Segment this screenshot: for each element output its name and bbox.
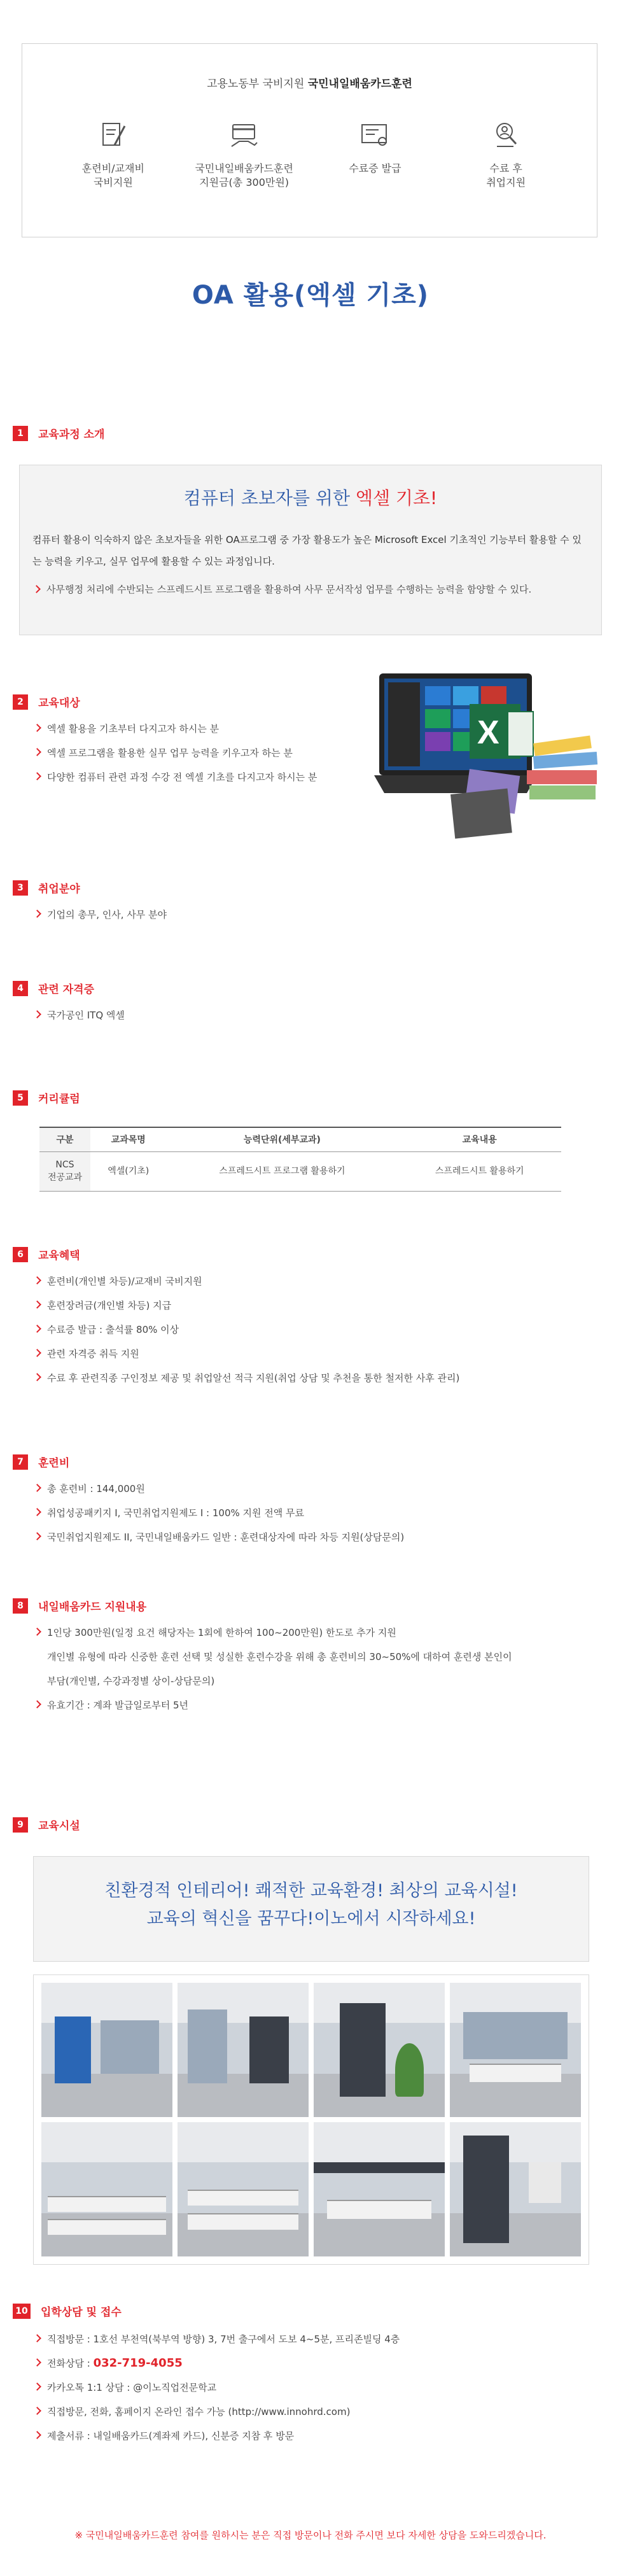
facility-box	[33, 1856, 589, 1962]
section-header-fees	[13, 1454, 69, 1470]
section-label: 취업분야	[38, 883, 80, 896]
section-label: 교육시설	[38, 1820, 80, 1833]
list-item: 다양한 컴퓨터 관련 과정 수강 전 엑셀 기초를 다지고자 하시는 분	[33, 765, 317, 789]
section-header-certs	[13, 980, 94, 996]
support-box	[22, 43, 597, 237]
support-item-certificate: 수료증 발급	[317, 117, 432, 190]
section-header-jobs	[13, 880, 80, 896]
fees-list	[33, 1477, 404, 1549]
page-title: OA 활용(엑셀 기초)	[192, 281, 429, 310]
section-number: 3	[13, 880, 28, 896]
section-label: 교육대상	[38, 697, 80, 710]
list-item: 국민취업지원제도 II, 국민내일배움카드 일반 : 훈련대상자에 따라 차등 지원(상담문의)	[33, 1525, 404, 1549]
section-label: 내일배움카드 지원내용	[38, 1601, 147, 1614]
facility-photo	[314, 2122, 445, 2256]
intro-box	[19, 465, 602, 635]
section-label: 훈련비	[38, 1457, 70, 1470]
table-cell: 엑셀(기초)	[90, 1151, 166, 1191]
list-item: 1인당 300만원(일정 요건 해당자는 1회에 한하여 100~200만원) 한도로 추가 지원 개인별 유형에 따라 신중한 훈련 선택 및 성실한 훈련수강을 위해 총 훈련비의 30~50%에 대하여 훈련생 본인이 부담(개인별, 수강과정별 상이-상담문의)	[33, 1621, 593, 1693]
section-number: 1	[13, 426, 28, 441]
facility-photo	[314, 1983, 445, 2117]
section-label: 교육과정 소개	[38, 428, 105, 441]
section-number: 2	[13, 694, 28, 710]
section-number: 9	[13, 1817, 28, 1833]
facility-photo	[178, 1983, 309, 2117]
certificate-icon	[357, 117, 393, 153]
target-list	[33, 717, 317, 789]
list-item: 수료 후 관련직종 구인정보 제공 및 취업알선 적극 지원(취업 상담 및 추천을 통한 철저한 사후 관리)	[33, 1366, 459, 1390]
table-cell: 스프레드시트 활용하기	[398, 1151, 561, 1191]
section-label: 커리큘럼	[38, 1093, 80, 1106]
section-number: 4	[13, 981, 28, 996]
facility-photo	[178, 2122, 309, 2256]
list-item: 직접방문, 전화, 홈페이지 온라인 접수 가능 (http://www.innohrd.com)	[33, 2400, 400, 2424]
section-label: 교육혜택	[38, 1249, 80, 1262]
facility-gallery	[33, 1974, 589, 2265]
curriculum-table	[39, 1127, 561, 1192]
list-item: 엑셀 프로그램을 활용한 실무 업무 능력을 키우고자 하는 분	[33, 741, 317, 765]
section-number: 7	[13, 1454, 28, 1470]
facility-photo	[450, 1983, 581, 2117]
intro-note: 사무행정 처리에 수반되는 스프레드시트 프로그램을 활용하여 사무 문서작성 업무를 수행하는 능력을 함양할 수 있다.	[32, 579, 576, 600]
final-note: ※ 국민내일배움카드훈련 참여를 원하시는 분은 직접 방문이나 전화 주시면 보다 자세한 상담을 도와드리겠습니다.	[74, 2530, 547, 2541]
facility-heading: 친환경적 인테리어! 쾌적한 교육환경! 최상의 교육시설! 교육의 혁신을 꿈꾸다!이노에서 시작하세요!	[104, 1881, 518, 1929]
section-number: 5	[13, 1090, 28, 1106]
section-header-intro	[13, 425, 104, 441]
list-item: 훈련장려금(개인별 차등) 지급	[33, 1293, 459, 1318]
list-item: 엑셀 활용을 기초부터 다지고자 하시는 분	[33, 717, 317, 741]
contact-list	[33, 2327, 400, 2448]
document-pen-icon	[95, 117, 131, 153]
intro-text: 컴퓨터 활용이 익숙하지 않은 초보자들을 위한 OA프로그램 중 가장 활용도가 높은 Microsoft Excel 기초적인 기능부터 활용할 수 있는 능력을 키우고, 실무 업무에 활용할 수 있는 과정입니다.	[32, 534, 582, 567]
list-item: 제출서류 : 내일배움카드(계좌제 카드), 신분증 지참 후 방문	[33, 2424, 400, 2448]
table-cell: NCS 전공교과	[39, 1151, 90, 1191]
list-item: 카카오톡 1:1 상담 : @이노직업전문학교	[33, 2375, 400, 2400]
section-number: 10	[13, 2304, 31, 2319]
section-header-benefits	[13, 1246, 80, 1262]
table-row	[39, 1151, 561, 1191]
list-item: 전화상담 : 032-719-4055	[33, 2351, 400, 2375]
jobs-list	[33, 903, 167, 927]
laptop-excel-illustration	[374, 673, 603, 845]
card-list	[33, 1621, 593, 1717]
section-header-contact	[13, 2303, 122, 2319]
list-item: 훈련비(개인별 차등)/교재비 국비지원	[33, 1269, 459, 1293]
section-label: 입학상담 및 접수	[41, 2306, 122, 2319]
section-label: 관련 자격증	[38, 983, 95, 996]
job-search-icon	[488, 117, 524, 153]
intro-heading: 컴퓨터 초보자를 위한 엑셀 기초!	[183, 488, 438, 509]
list-item: 기업의 총무, 인사, 사무 분야	[33, 903, 167, 927]
table-header: 능력단위(세부교과)	[166, 1127, 398, 1151]
support-item-tuition: 훈련비/교재비 국비지원	[56, 117, 171, 190]
facility-photo	[450, 2122, 581, 2256]
list-item: 취업성공패키지 I, 국민취업지원제도 I : 100% 지원 전액 무료	[33, 1501, 404, 1525]
benefits-list	[33, 1269, 459, 1390]
section-header-curriculum	[13, 1090, 80, 1106]
list-item: 관련 자격증 취득 지원	[33, 1342, 459, 1366]
list-item: 총 훈련비 : 144,000원	[33, 1477, 404, 1501]
list-item: 직접방문 : 1호선 부천역(북부역 방향) 3, 7번 출구에서 도보 4~5분, 프리존빌딩 4층	[33, 2327, 400, 2351]
table-cell: 스프레드시트 프로그램 활용하기	[166, 1151, 398, 1191]
list-item: 수료증 발급 : 출석률 80% 이상	[33, 1318, 459, 1342]
phone-number[interactable]: 032-719-4055	[93, 2356, 183, 2370]
table-header: 구분	[39, 1127, 90, 1151]
facility-photo	[41, 2122, 172, 2256]
section-number: 8	[13, 1598, 28, 1614]
table-header: 교과목명	[90, 1127, 166, 1151]
svg-text:X: X	[477, 714, 499, 751]
list-item: 국가공인 ITQ 엑셀	[33, 1003, 125, 1027]
section-header-facility	[13, 1817, 80, 1833]
section-header-card	[13, 1598, 146, 1614]
table-header: 교육내용	[398, 1127, 561, 1151]
support-title: 고용노동부 국비지원 국민내일배움카드훈련	[207, 78, 412, 90]
section-number: 6	[13, 1247, 28, 1262]
card-hand-icon	[227, 117, 262, 153]
section-header-target	[13, 694, 80, 710]
certs-list	[33, 1003, 125, 1027]
list-item: 유효기간 : 계좌 발급일로부터 5년	[33, 1693, 593, 1717]
support-item-job: 수료 후 취업지원	[449, 117, 563, 190]
support-item-card: 국민내일배움카드훈련 지원금(총 300만원)	[187, 117, 302, 190]
facility-photo	[41, 1983, 172, 2117]
